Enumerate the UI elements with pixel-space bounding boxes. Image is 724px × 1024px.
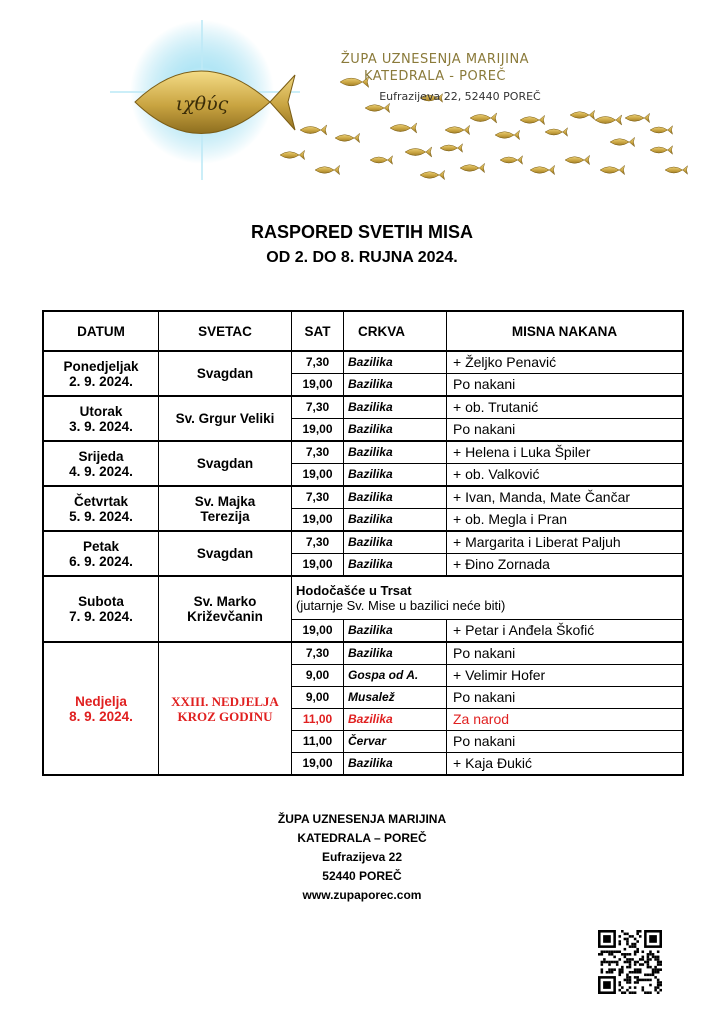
intention-cell: + ob. Valković	[447, 464, 684, 487]
logo-text: ιχθύς	[175, 93, 229, 115]
parish-header	[320, 52, 550, 103]
small-fish-icon	[650, 146, 673, 154]
small-fish-icon	[520, 115, 545, 124]
church-cell: Bazilika	[344, 709, 447, 731]
small-fish-icon	[495, 130, 520, 139]
small-fish-icon	[390, 123, 417, 133]
intention-cell: + Đino Zornada	[447, 554, 684, 577]
intention-cell: Po nakani	[447, 419, 684, 442]
small-fish-icon	[405, 147, 432, 157]
time-cell: 7,30	[292, 351, 344, 374]
intention-cell: Po nakani	[447, 374, 684, 397]
date-cell: Srijeda 4. 9. 2024.	[43, 441, 159, 486]
header-datum: DATUM	[43, 311, 159, 351]
small-fish-icon	[470, 113, 497, 123]
time-cell: 9,00	[292, 665, 344, 687]
footer-street: Eufrazijeva 22	[321, 850, 403, 864]
header-svetac: SVETAC	[159, 311, 292, 351]
mass-schedule-table	[42, 310, 684, 776]
intention-cell: + Velimir Hofer	[447, 665, 684, 687]
date-cell: Ponedjeljak 2. 9. 2024.	[43, 351, 159, 396]
small-fish-icon	[665, 166, 688, 174]
intention-cell: Po nakani	[447, 731, 684, 753]
header-sat: SAT	[292, 311, 344, 351]
saint-cell: Svagdan	[159, 441, 292, 486]
time-cell: 9,00	[292, 687, 344, 709]
small-fish-icon	[440, 144, 463, 152]
footer-parish: ŽUPA UZNESENJA MARIJINA	[277, 812, 447, 826]
church-cell: Bazilika	[344, 642, 447, 665]
time-cell: 11,00	[292, 709, 344, 731]
header-misna-nakana: MISNA NAKANA	[447, 311, 684, 351]
footer-city: 52440 POREČ	[322, 869, 402, 883]
table-row	[43, 441, 683, 464]
small-fish-icon	[365, 103, 390, 112]
time-cell: 19,00	[292, 620, 344, 643]
parish-address: Eufrazijeva 22, 52440 POREČ	[379, 90, 541, 103]
saint-cell: Svagdan	[159, 531, 292, 576]
intention-cell: + Ivan, Manda, Mate Čančar	[447, 486, 684, 509]
table-row	[43, 531, 683, 554]
small-fish-icon	[460, 163, 485, 172]
table-row	[43, 396, 683, 419]
church-cell: Bazilika	[344, 509, 447, 532]
time-cell: 19,00	[292, 509, 344, 532]
intention-cell: Za narod	[447, 709, 684, 731]
date-cell: Utorak 3. 9. 2024.	[43, 396, 159, 441]
time-cell: 7,30	[292, 396, 344, 419]
small-fish-icon	[335, 133, 360, 142]
time-cell: 19,00	[292, 374, 344, 397]
time-cell: 7,30	[292, 441, 344, 464]
table-row	[43, 486, 683, 509]
small-fish-icon	[610, 137, 635, 146]
church-cell: Gospa od A.	[344, 665, 447, 687]
intention-cell: + Helena i Luka Špiler	[447, 441, 684, 464]
time-cell: 19,00	[292, 419, 344, 442]
small-fish-icon	[595, 115, 622, 125]
time-cell: 19,00	[292, 464, 344, 487]
title-line1: RASPORED SVETIH MISA	[250, 222, 474, 242]
intention-cell: + Petar i Anđela Škofić	[447, 620, 684, 643]
table-row	[43, 351, 683, 374]
church-cell: Bazilika	[344, 486, 447, 509]
small-fish-icon	[315, 165, 340, 174]
title-line2: OD 2. DO 8. RUJNA 2024.	[266, 249, 458, 266]
parish-name: ŽUPA UZNESENJA MARIJINA	[340, 52, 530, 67]
small-fish-icon	[600, 165, 625, 174]
table-header-row	[43, 311, 683, 351]
small-fish-icon	[565, 155, 590, 164]
pilgrimage-note	[292, 576, 684, 620]
date-cell: Petak 6. 9. 2024.	[43, 531, 159, 576]
note-title: Hodočašće u Trsat	[296, 583, 412, 598]
small-fish-icon	[420, 170, 445, 179]
church-cell: Červar	[344, 731, 447, 753]
time-cell: 7,30	[292, 531, 344, 554]
time-cell: 19,00	[292, 753, 344, 776]
saint-cell: Sv. Grgur Veliki	[159, 396, 292, 441]
time-cell: 7,30	[292, 642, 344, 665]
date-cell: Četvrtak 5. 9. 2024.	[43, 486, 159, 531]
small-fish-icon	[300, 125, 327, 135]
footer-cathedral: KATEDRALA – POREČ	[297, 831, 427, 845]
time-cell: 19,00	[292, 554, 344, 577]
church-cell: Bazilika	[344, 351, 447, 374]
saint-cell: Svagdan	[159, 351, 292, 396]
small-fish-icon	[650, 126, 673, 134]
small-fish-icon	[530, 165, 555, 174]
note-text: (jutarnje Sv. Mise u bazilici neće biti)	[296, 598, 506, 613]
church-cell: Musalež	[344, 687, 447, 709]
small-fish-icon	[500, 156, 523, 164]
church-cell: Bazilika	[344, 753, 447, 776]
qr-code-icon[interactable]	[598, 930, 662, 994]
header-crkva: CRKVA	[344, 311, 447, 351]
parish-logo	[90, 20, 690, 200]
intention-cell: + ob. Megla i Pran	[447, 509, 684, 532]
saint-cell: XXIII. NEDJELJA KROZ GODINU	[159, 642, 292, 775]
table-row	[43, 576, 683, 620]
church-cell: Bazilika	[344, 531, 447, 554]
small-fish-icon	[625, 113, 650, 122]
small-fish-icon	[370, 156, 393, 164]
intention-cell: Po nakani	[447, 642, 684, 665]
intention-cell: + Margarita i Liberat Paljuh	[447, 531, 684, 554]
saint-cell: Sv. Marko Križevčanin	[159, 576, 292, 642]
church-cell: Bazilika	[344, 464, 447, 487]
time-cell: 11,00	[292, 731, 344, 753]
intention-cell: + Kaja Đukić	[447, 753, 684, 776]
intention-cell: + ob. Trutanić	[447, 396, 684, 419]
date-cell: Subota 7. 9. 2024.	[43, 576, 159, 642]
church-cell: Bazilika	[344, 620, 447, 643]
church-cell: Bazilika	[344, 554, 447, 577]
parish-cathedral: KATEDRALA - POREČ	[363, 69, 507, 84]
saint-cell: Sv. Majka Terezija	[159, 486, 292, 531]
church-cell: Bazilika	[344, 441, 447, 464]
church-cell: Bazilika	[344, 419, 447, 442]
church-cell: Bazilika	[344, 374, 447, 397]
intention-cell: + Željko Penavić	[447, 351, 684, 374]
intention-cell: Po nakani	[447, 687, 684, 709]
date-cell: Nedjelja 8. 9. 2024.	[43, 642, 159, 775]
small-fish-icon	[280, 150, 305, 159]
small-fish-icon	[445, 125, 470, 134]
small-fish-icon	[545, 128, 568, 136]
footer-contact	[0, 810, 724, 905]
table-row	[43, 642, 683, 665]
document-title	[0, 222, 724, 267]
time-cell: 7,30	[292, 486, 344, 509]
small-fish-icon	[570, 110, 595, 119]
church-cell: Bazilika	[344, 396, 447, 419]
footer-website-link[interactable]: www.zupaporec.com	[302, 888, 422, 902]
